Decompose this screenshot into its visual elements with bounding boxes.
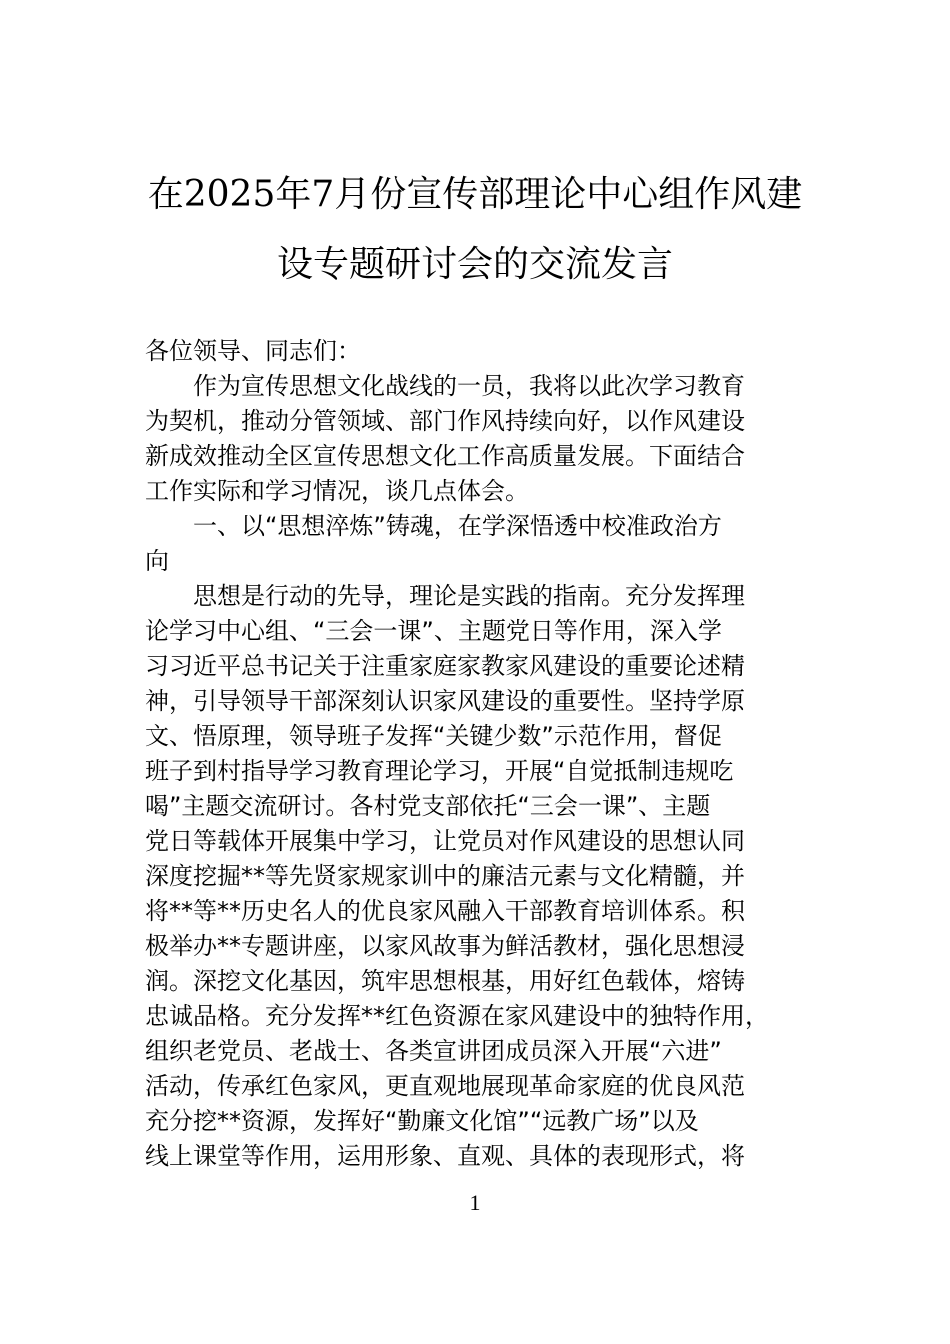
body-line: 各位领导、同志们： bbox=[145, 337, 361, 365]
body-line: 组织老党员、老战士、各类宣讲团成员深入开展“六进” bbox=[145, 1037, 722, 1065]
body-line: 充分挖**资源，发挥好“勤廉文化馆”“远教广场”以及 bbox=[145, 1107, 699, 1135]
body-line: 论学习中心组、“三会一课”、主题党日等作用，深入学 bbox=[145, 617, 722, 645]
body-line: 新成效推动全区宣传思想文化工作高质量发展。下面结合 bbox=[145, 442, 745, 470]
body-line: 线上课堂等作用，运用形象、直观、具体的表现形式，将 bbox=[145, 1142, 745, 1170]
section-heading-line: 向 bbox=[145, 547, 169, 575]
body-line: 作为宣传思想文化战线的一员，我将以此次学习教育 bbox=[145, 372, 745, 400]
document-title-line-1: 在2025年7月份宣传部理论中心组作风建 bbox=[147, 174, 803, 215]
body-line: 润。深挖文化基因，筑牢思想根基，用好红色载体，熔铸 bbox=[145, 967, 745, 995]
body-line: 思想是行动的先导，理论是实践的指南。充分发挥理 bbox=[145, 582, 745, 610]
body-line: 班子到村指导学习教育理论学习，开展“自觉抵制违规吃 bbox=[145, 757, 734, 785]
body-line: 喝”主题交流研讨。各村党支部依托“三会一课”、主题 bbox=[145, 792, 711, 820]
document-title-line-2: 设专题研讨会的交流发言 bbox=[276, 244, 673, 285]
body-line: 文、悟原理，领导班子发挥“关键少数”示范作用，督促 bbox=[145, 722, 722, 750]
body-line: 为契机，推动分管领域、部门作风持续向好，以作风建设 bbox=[145, 407, 745, 435]
section-heading-line: 一、以“思想淬炼”铸魂，在学深悟透中校准政治方 bbox=[145, 512, 722, 540]
body-line: 党日等载体开展集中学习，让党员对作风建设的思想认同 bbox=[145, 827, 745, 855]
page-number: 1 bbox=[469, 1190, 481, 1215]
body-line: 习习近平总书记关于注重家庭家教家风建设的重要论述精 bbox=[145, 652, 745, 680]
body-line: 神，引导领导干部深刻认识家风建设的重要性。坚持学原 bbox=[145, 687, 745, 715]
body-line: 活动，传承红色家风，更直观地展现革命家庭的优良风范 bbox=[145, 1072, 745, 1100]
body-line: 深度挖掘**等先贤家规家训中的廉洁元素与文化精髓，并 bbox=[145, 862, 745, 890]
body-line: 将**等**历史名人的优良家风融入干部教育培训体系。积 bbox=[145, 897, 745, 925]
body-line: 忠诚品格。充分发挥**红色资源在家风建设中的独特作用， bbox=[145, 1002, 769, 1030]
body-line: 极举办**专题讲座，以家风故事为鲜活教材，强化思想浸 bbox=[145, 932, 745, 960]
body-line: 工作实际和学习情况，谈几点体会。 bbox=[145, 477, 529, 505]
